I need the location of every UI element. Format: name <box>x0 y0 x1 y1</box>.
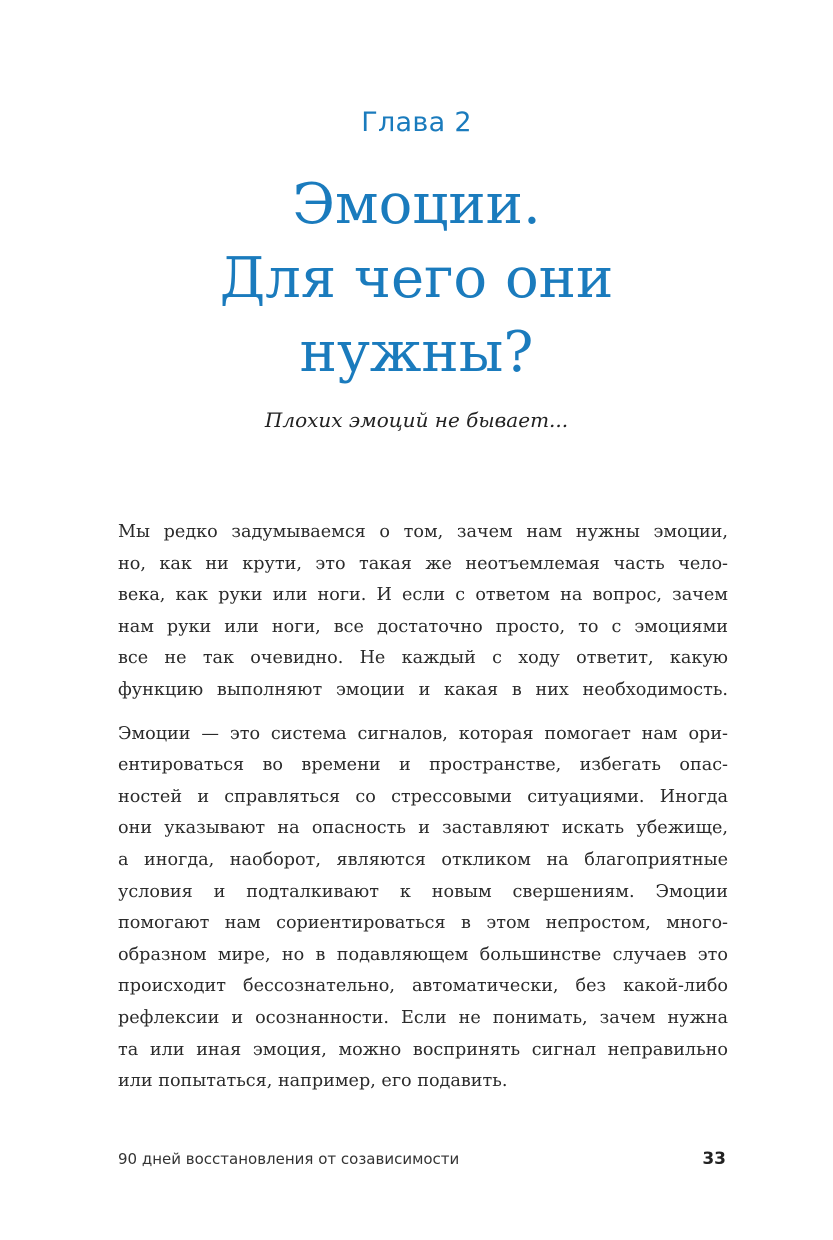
text-line: но, как ни крути, это такая же неотъемлемая часть чело- <box>118 553 728 574</box>
text-line: ностей и справляться со стрессовыми ситуациями. Иногда <box>118 786 728 807</box>
text-line: помогают нам сориентироваться в этом непростом, много- <box>118 913 728 934</box>
text-line: Эмоции — это система сигналов, которая помогает нам ори- <box>118 723 728 744</box>
running-footer-book-title: 90 дней восстановления от созависимости <box>118 1150 460 1168</box>
text-line: они указывают на опасность и заставляют искать убежище, <box>118 818 728 839</box>
text-line: та или иная эмоция, можно воспринять сигнал неправильно <box>118 1039 728 1060</box>
chapter-label: Глава 2 <box>361 107 472 138</box>
text-line: функцию выполняют эмоции и какая в них необходимость. <box>118 679 728 700</box>
text-line: рефлексии и осознанности. Если не понимать, зачем нужна <box>118 1007 728 1028</box>
text-line: века, как руки или ноги. И если с ответом на вопрос, зачем <box>118 585 728 606</box>
text-line: или попытаться, например, его подавить. <box>118 1071 508 1092</box>
page-number: 33 <box>702 1149 726 1169</box>
paragraph <box>118 719 728 1098</box>
chapter-title <box>0 168 833 390</box>
chapter-title-line: нужны? <box>299 320 534 385</box>
body-text <box>118 517 728 1110</box>
text-line: образном мире, но в подавляющем большинстве случаев это <box>118 944 728 965</box>
chapter-title-line: Эмоции. <box>292 172 541 237</box>
text-line: все не так очевидно. Не каждый с ходу ответит, какую <box>118 648 728 669</box>
text-line: Мы редко задумываемся о том, зачем нам нужны эмоции, <box>118 522 728 542</box>
text-line: а иногда, наоборот, являются откликом на благоприятные <box>118 849 728 870</box>
text-line: условия и подталкивают к новым свершениям. Эмоции <box>118 881 728 902</box>
chapter-title-line: Для чего они <box>219 246 614 311</box>
text-line: происходит бессознательно, автоматически, без какой-либо <box>118 976 728 997</box>
epigraph: Плохих эмоций не бывает... <box>264 408 569 432</box>
paragraph <box>118 517 728 707</box>
text-line: нам руки или ноги, все достаточно просто, то с эмоциями <box>118 616 728 637</box>
text-line: ентироваться во времени и пространстве, избегать опас- <box>118 755 728 776</box>
